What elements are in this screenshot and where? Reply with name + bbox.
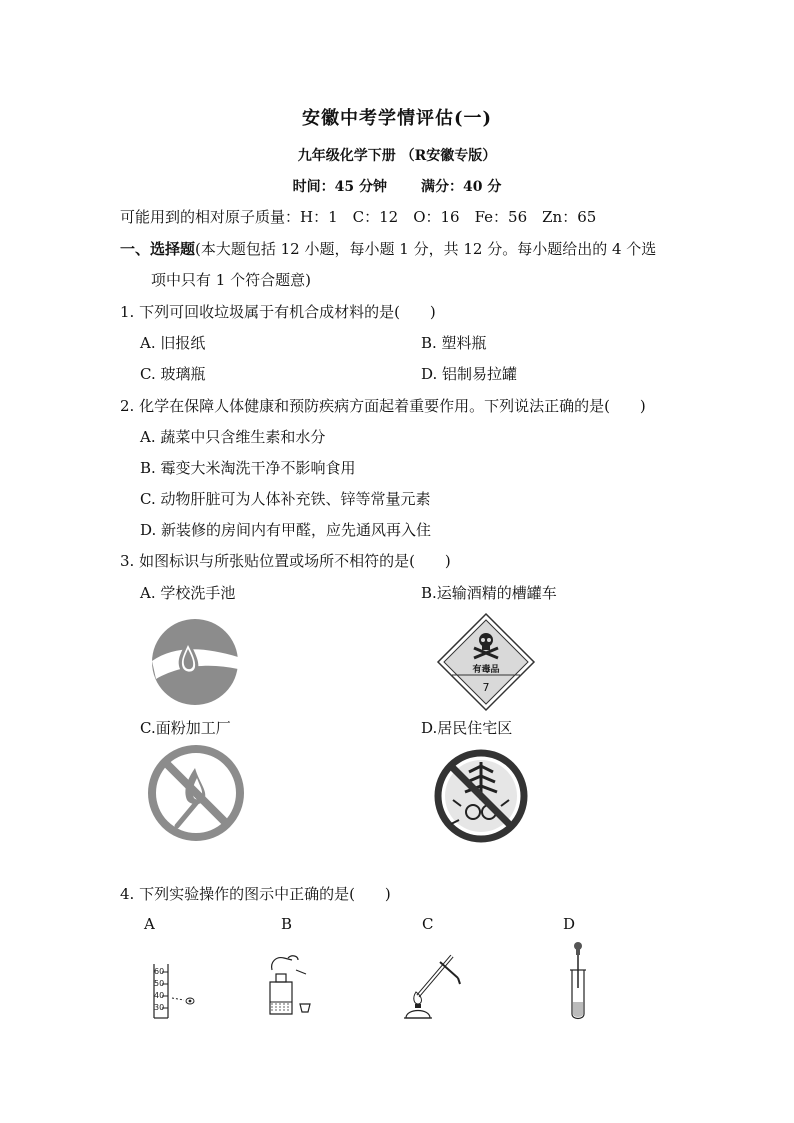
q2-option-b: B. 霉变大米淘洗干净不影响食用	[140, 459, 356, 477]
q4-label-b: B	[281, 915, 293, 933]
q3-option-c: C.面粉加工厂	[140, 719, 231, 737]
q3-stem: 3. 如图标识与所张贴位置或场所不相符的是( )	[120, 552, 451, 570]
atomic-mass-line: 可能用到的相对原子质量：H：1 C：12 O：16 Fe：56 Zn：65	[120, 208, 597, 226]
q3-option-b: B.运输酒精的槽罐车	[421, 584, 557, 602]
water-saving-sign-icon	[150, 617, 240, 707]
cyl-tick-60: 60	[154, 967, 165, 976]
q4-stem: 4. 下列实验操作的图示中正确的是( )	[120, 885, 391, 903]
exam-time: 时间：45 分钟	[292, 179, 387, 195]
section-title: 一、选择题	[120, 240, 196, 258]
q2-stem: 2. 化学在保障人体健康和预防疾病方面起着重要作用。下列说法正确的是( )	[120, 397, 646, 415]
exam-score: 满分：40 分	[421, 179, 502, 195]
cyl-tick-30: 30	[154, 1003, 165, 1012]
page-title: 安徽中考学情评估(一)	[301, 108, 493, 129]
exam-meta	[0, 176, 794, 196]
cyl-tick-40: 40	[154, 991, 165, 1000]
q2-option-d: D. 新装修的房间内有甲醛，应先通风再入住	[140, 521, 432, 539]
section-desc-2: 项中只有 1 个符合题意)	[151, 271, 311, 289]
q4-label-d: D	[563, 915, 576, 933]
q3-option-d: D.居民住宅区	[421, 719, 513, 737]
q3-option-a: A. 学校洗手池	[140, 584, 236, 602]
cyl-tick-50: 50	[154, 979, 165, 988]
no-fireworks-sign-icon	[433, 748, 529, 844]
no-fire-sign-icon	[147, 744, 245, 842]
toxic-hazard-sign-icon	[436, 612, 536, 712]
toxic-label: 有毒品	[472, 665, 500, 675]
q1-stem: 1. 下列可回收垃圾属于有机合成材料的是( )	[120, 303, 436, 321]
alcohol-lamp-icon	[398, 948, 466, 1022]
toxic-class: 7	[482, 681, 490, 694]
q1-option-c: C. 玻璃瓶	[140, 365, 206, 383]
q4-label-c: C	[422, 915, 434, 933]
q4-label-a: A	[144, 915, 155, 933]
gas-bottle-icon	[262, 952, 320, 1020]
measuring-cylinder-icon	[148, 960, 200, 1020]
q1-option-d: D. 铝制易拉罐	[421, 365, 518, 383]
q1-option-b: B. 塑料瓶	[421, 334, 487, 352]
dropper-test-tube-icon	[566, 940, 590, 1022]
q1-option-a: A. 旧报纸	[140, 334, 206, 352]
page-subtitle: 九年级化学下册 （R安徽专版）	[297, 148, 497, 164]
section-desc-1: (本大题包括 12 小题，每小题 1 分，共 12 分。每小题给出的 4 个选	[195, 240, 657, 258]
section-heading	[120, 238, 656, 259]
q2-option-c: C. 动物肝脏可为人体补充铁、锌等常量元素	[140, 490, 431, 508]
q2-option-a: A. 蔬菜中只含维生素和水分	[140, 428, 326, 446]
